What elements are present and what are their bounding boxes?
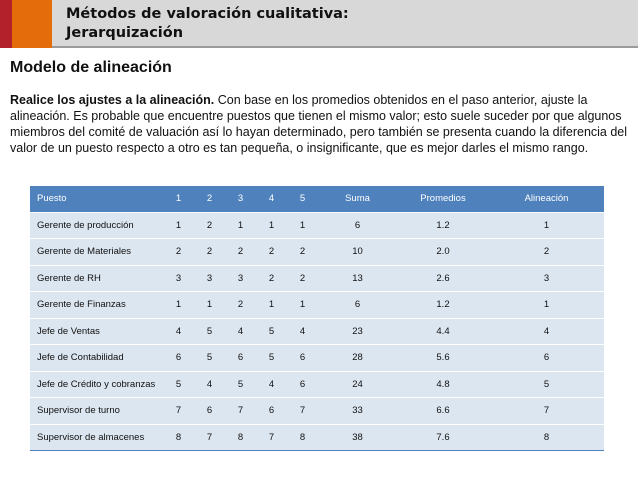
paragraph-body: Con base en los promedios obtenidos en el paso anterior, ajuste la alineación. Es probable que encuentre puestos que tienen el mismo valor; esto suele suceder por que algunos miembros del comité de valuación así lo hayan determinado, pero también se presenta cuando la diferencia del valor de un puesto respecto a otro es tan pequeña, o insignificante, que es mejor darles el mismo rango.: [10, 93, 628, 155]
value-cell: 4: [256, 371, 287, 398]
column-header: Alineación: [489, 186, 604, 212]
value-cell: 2: [256, 265, 287, 292]
value-cell: 6: [287, 371, 318, 398]
value-cell: 3: [194, 265, 225, 292]
slide-header: [0, 0, 638, 48]
job-title-cell: Gerente de Materiales: [30, 239, 163, 266]
value-cell: 5: [225, 371, 256, 398]
value-cell: 8: [287, 424, 318, 451]
value-cell: 3: [163, 265, 194, 292]
table-body: [30, 212, 604, 451]
value-cell: 1: [489, 212, 604, 239]
value-cell: 8: [163, 424, 194, 451]
column-header: Suma: [318, 186, 397, 212]
value-cell: 28: [318, 345, 397, 372]
table-row: [30, 265, 604, 292]
value-cell: 1: [163, 212, 194, 239]
column-header: 5: [287, 186, 318, 212]
value-cell: 24: [318, 371, 397, 398]
value-cell: 2: [489, 239, 604, 266]
value-cell: 6: [225, 345, 256, 372]
value-cell: 7: [489, 398, 604, 425]
value-cell: 5: [194, 318, 225, 345]
instruction-paragraph: [10, 92, 632, 156]
table-row: [30, 292, 604, 319]
value-cell: 2: [194, 212, 225, 239]
value-cell: 6: [287, 345, 318, 372]
value-cell: 6: [256, 398, 287, 425]
header-accent-light: [12, 0, 52, 48]
table-header-row: [30, 186, 604, 212]
value-cell: 6.6: [397, 398, 489, 425]
value-cell: 3: [225, 265, 256, 292]
column-header: 1: [163, 186, 194, 212]
value-cell: 6: [318, 292, 397, 319]
value-cell: 13: [318, 265, 397, 292]
job-title-cell: Gerente de producción: [30, 212, 163, 239]
value-cell: 7: [256, 424, 287, 451]
paragraph-lead: Realice los ajustes a la alineación.: [10, 93, 215, 107]
value-cell: 5: [489, 371, 604, 398]
section-title: Modelo de alineación: [10, 59, 172, 76]
value-cell: 4: [225, 318, 256, 345]
job-title-cell: Supervisor de turno: [30, 398, 163, 425]
value-cell: 8: [225, 424, 256, 451]
value-cell: 5: [163, 371, 194, 398]
table-row: [30, 424, 604, 451]
value-cell: 4.4: [397, 318, 489, 345]
value-cell: 1: [489, 292, 604, 319]
value-cell: 38: [318, 424, 397, 451]
value-cell: 1: [194, 292, 225, 319]
value-cell: 10: [318, 239, 397, 266]
value-cell: 7: [287, 398, 318, 425]
slide-title: [66, 5, 626, 43]
value-cell: 7: [163, 398, 194, 425]
value-cell: 1: [225, 212, 256, 239]
value-cell: 2: [225, 292, 256, 319]
value-cell: 2: [163, 239, 194, 266]
header-accent-dark: [0, 0, 12, 48]
value-cell: 1: [287, 212, 318, 239]
value-cell: 2: [287, 239, 318, 266]
value-cell: 2: [256, 239, 287, 266]
value-cell: 1.2: [397, 292, 489, 319]
job-title-cell: Jefe de Contabilidad: [30, 345, 163, 372]
value-cell: 5: [194, 345, 225, 372]
job-title-cell: Jefe de Crédito y cobranzas: [30, 371, 163, 398]
job-title-cell: Gerente de Finanzas: [30, 292, 163, 319]
value-cell: 5.6: [397, 345, 489, 372]
value-cell: 7.6: [397, 424, 489, 451]
column-header: Puesto: [30, 186, 163, 212]
value-cell: 2.6: [397, 265, 489, 292]
value-cell: 1: [163, 292, 194, 319]
value-cell: 6: [163, 345, 194, 372]
value-cell: 3: [489, 265, 604, 292]
value-cell: 4: [489, 318, 604, 345]
value-cell: 6: [194, 398, 225, 425]
value-cell: 8: [489, 424, 604, 451]
value-cell: 23: [318, 318, 397, 345]
value-cell: 33: [318, 398, 397, 425]
value-cell: 2: [287, 265, 318, 292]
value-cell: 4: [163, 318, 194, 345]
value-cell: 4.8: [397, 371, 489, 398]
value-cell: 5: [256, 345, 287, 372]
table-row: [30, 239, 604, 266]
column-header: 2: [194, 186, 225, 212]
value-cell: 6: [318, 212, 397, 239]
value-cell: 1: [256, 292, 287, 319]
value-cell: 6: [489, 345, 604, 372]
table-row: [30, 345, 604, 372]
value-cell: 1.2: [397, 212, 489, 239]
table-row: [30, 398, 604, 425]
column-header: Promedios: [397, 186, 489, 212]
slide-title-line2: Jerarquización: [66, 25, 184, 41]
value-cell: 4: [194, 371, 225, 398]
table-row: [30, 318, 604, 345]
value-cell: 1: [287, 292, 318, 319]
value-cell: 5: [256, 318, 287, 345]
job-title-cell: Jefe de Ventas: [30, 318, 163, 345]
alignment-table: [30, 186, 604, 451]
job-title-cell: Gerente de RH: [30, 265, 163, 292]
table-row: [30, 371, 604, 398]
value-cell: 7: [225, 398, 256, 425]
value-cell: 2: [225, 239, 256, 266]
value-cell: 1: [256, 212, 287, 239]
value-cell: 7: [194, 424, 225, 451]
value-cell: 2: [194, 239, 225, 266]
column-header: 4: [256, 186, 287, 212]
table-row: [30, 212, 604, 239]
value-cell: 4: [287, 318, 318, 345]
value-cell: 2.0: [397, 239, 489, 266]
column-header: 3: [225, 186, 256, 212]
job-title-cell: Supervisor de almacenes: [30, 424, 163, 451]
slide-title-line1: Métodos de valoración cualitativa:: [66, 6, 349, 22]
